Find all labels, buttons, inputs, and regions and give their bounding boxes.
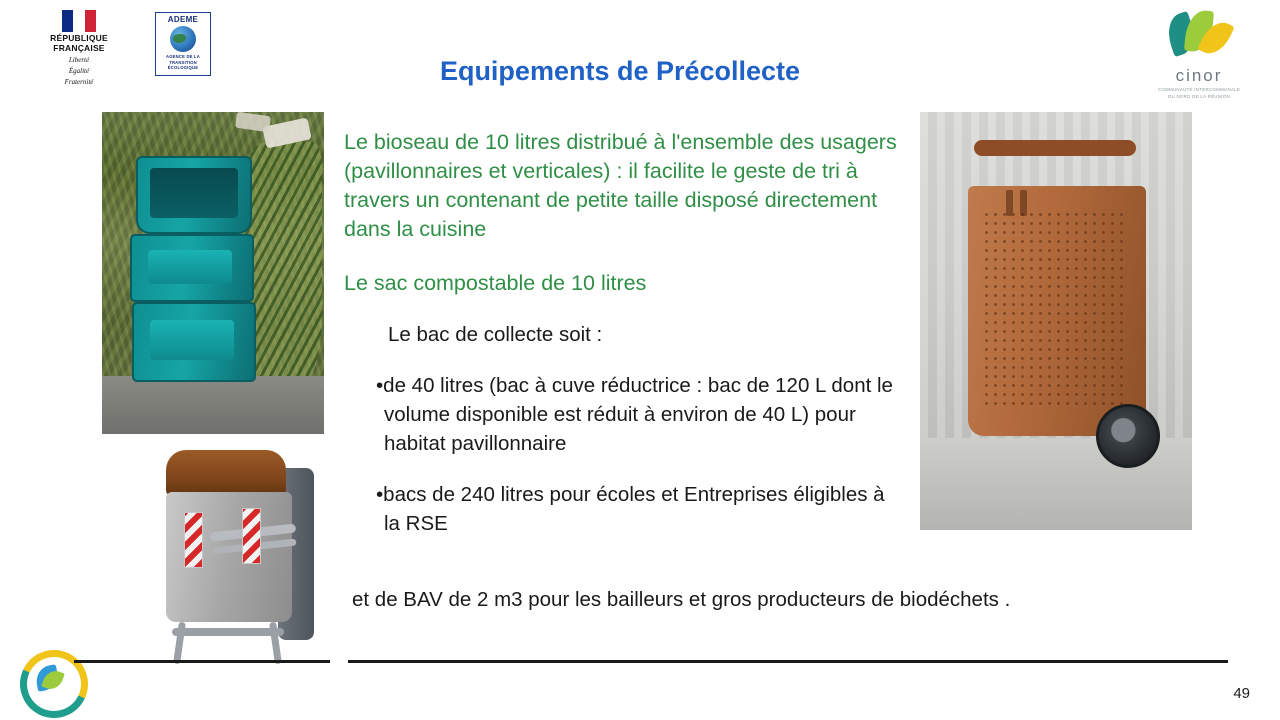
footer-rule-right <box>348 660 1228 663</box>
paragraph-sac-compostable: Le sac compostable de 10 litres <box>344 271 647 295</box>
cinor-logo <box>1144 10 1254 102</box>
image-grey-pedal-bin <box>150 446 328 682</box>
cinor-wordmark: cinor <box>1175 66 1223 85</box>
paragraph-bac-collecte: Le bac de collecte soit : <box>388 323 603 346</box>
slide-body-text <box>344 128 904 538</box>
globe-icon <box>170 26 196 52</box>
page-number: 49 <box>1233 685 1250 702</box>
french-flag-icon <box>62 10 96 32</box>
ademe-subtitle-3: ÉCOLOGIQUE <box>167 65 199 70</box>
leaves-icon <box>1162 10 1236 64</box>
paragraph-bioseau: Le bioseau de 10 litres distribué à l'ensemble des usagers (pavillonnaires et verticales) : il facilite le geste de tri à travers un contenant de petite taille disposé directement dans la cuisine <box>344 130 897 241</box>
page-title: Equipements de Précollecte <box>439 56 801 86</box>
footer-rule-left <box>74 660 330 663</box>
image-bioseau-bins <box>102 112 324 434</box>
paragraph-bav: et de BAV de 2 m3 pour les bailleurs et gros producteurs de biodéchets . <box>352 588 1011 611</box>
rf-line1: RÉPUBLIQUE <box>50 33 108 43</box>
ademe-subtitle-1: AGENCE DE LA <box>165 54 201 59</box>
bullet-40-litres: •de 40 litres (bac à cuve réductrice : bac de 120 L dont le volume disponible est réduit à environ de 40 L) pour habitat pavillonnaire <box>376 374 893 455</box>
rf-motto-egalite: Égalité <box>68 67 90 75</box>
bullet-240-litres: •bacs de 240 litres pour écoles et Entreprises éligibles à la RSE <box>376 483 885 535</box>
footer-leaf-logo <box>14 648 86 710</box>
image-brown-wheelie-bin <box>920 112 1192 530</box>
ademe-subtitle-2: TRANSITION <box>169 59 197 65</box>
cinor-subtitle-2: DU NORD DE LA RÉUNION <box>1168 94 1230 99</box>
ademe-wordmark: ADEME <box>167 15 199 24</box>
republique-francaise-logo <box>30 10 128 88</box>
rf-motto-liberte: Liberté <box>68 56 90 64</box>
rf-line2: FRANÇAISE <box>53 42 105 53</box>
cinor-subtitle-1: COMMUNAUTÉ INTERCOMMUNALE <box>1157 87 1241 92</box>
ademe-logo <box>155 12 211 76</box>
rf-motto-fraternite: Fraternité <box>64 78 94 86</box>
